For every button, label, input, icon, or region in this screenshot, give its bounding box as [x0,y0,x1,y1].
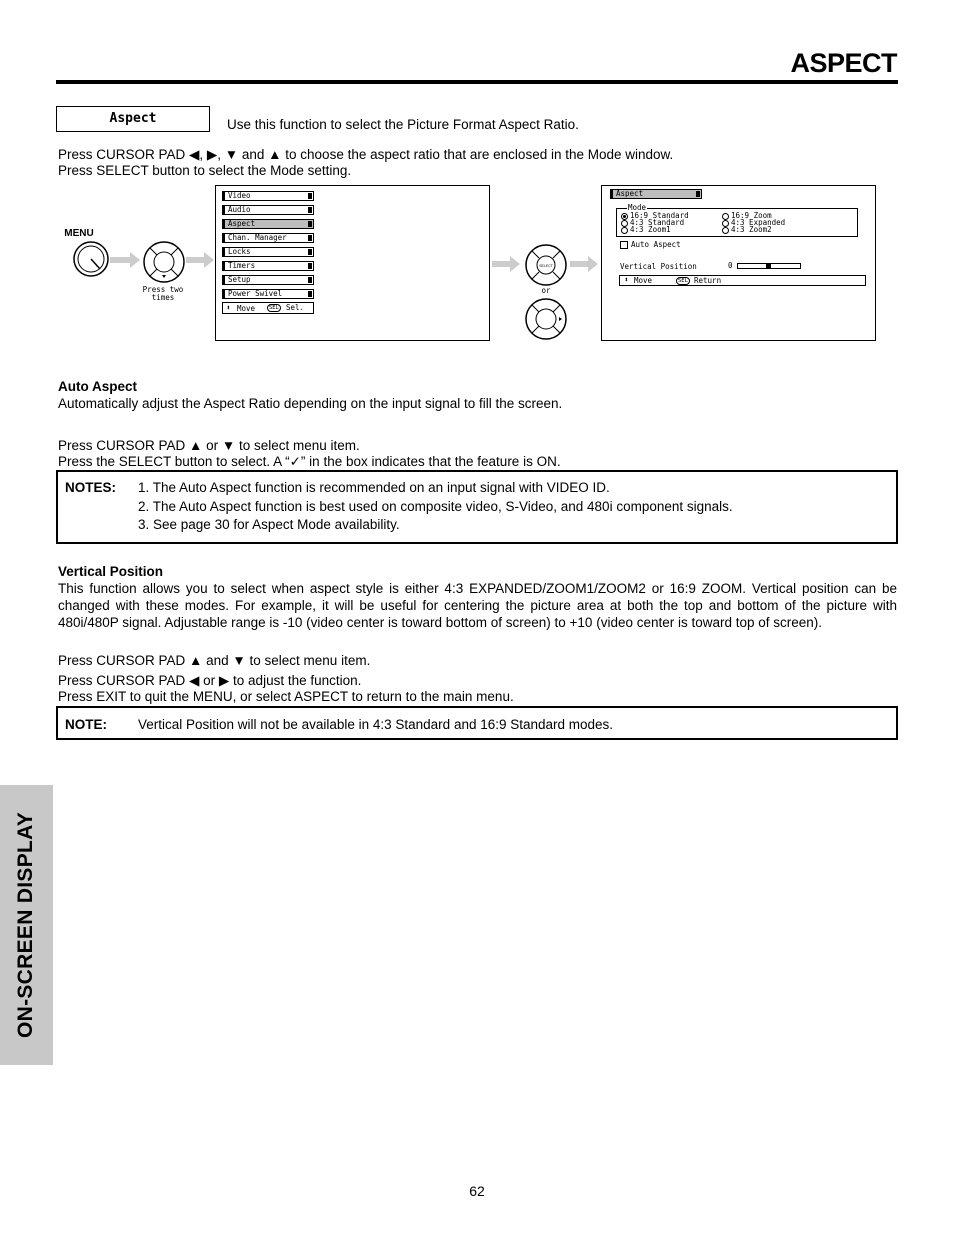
sel-badge: SEL [678,278,688,284]
auto-aspect-label: Auto Aspect [631,240,681,249]
mode-option-label: 16:9 Zoom [731,211,772,220]
mode-option-label: 16:9 Standard [630,211,689,220]
mode-option[interactable] [621,226,671,234]
auto-aspect-line-1: Press CURSOR PAD ▲ or ▼ to select menu item. [58,438,360,453]
aspect-menu-screen [601,185,876,341]
main-menu-footer [222,302,314,314]
aspect-menu-header [610,189,702,199]
or-label: or [541,286,551,295]
note-text: Vertical Position will not be available in 4:3 Standard and 16:9 Standard modes. [138,717,614,732]
side-tab-label: ON-SCREEN DISPLAY [14,811,37,1039]
main-menu-screen [215,185,490,341]
press-two-times-label: Press two times [142,285,184,302]
auto-aspect-line-2: Press the SELECT button to select. A “✓” in the box indicates that the feature is ON. [58,454,561,469]
menu-label: MENU [64,228,94,239]
menu-item[interactable]: Locks [222,247,314,257]
move-arrows-icon: ⬍ [226,303,231,312]
vertical-position-label: Vertical Position [620,262,697,271]
section-side-tab [0,785,53,1065]
cursor-pad-icon [142,240,186,284]
aspect-header-label: Aspect [616,189,644,198]
menu-item[interactable]: Aspect [222,219,314,229]
arrow-right-icon [186,250,216,270]
menu-button-group [58,228,108,284]
radio-icon[interactable] [621,227,628,234]
instruction-line-2: Press SELECT button to select the Mode setting. [58,163,352,178]
mode-option-label: 4:3 Zoom1 [630,225,671,234]
sel-badge: SEL [269,305,279,311]
menu-item[interactable]: Power Swivel [222,289,314,299]
arrow-right-icon [570,254,600,274]
mode-option[interactable] [722,226,772,234]
vertical-position-line-2: Press CURSOR PAD ◀ or ▶ to adjust the function. [58,673,362,688]
menu-item[interactable]: Timers [222,261,314,271]
function-label-box: Aspect [56,106,210,132]
select-pad-icon [524,243,568,287]
vertical-position-value: 0 [728,261,733,270]
move-arrows-icon: ⬍ [624,275,629,284]
vertical-position-line-1: Press CURSOR PAD ▲ and ▼ to select menu item. [58,653,371,668]
auto-aspect-checkbox[interactable] [620,241,628,249]
note-box [56,706,898,740]
intro-text: Use this function to select the Picture Format Aspect Ratio. [227,117,579,132]
auto-aspect-body: Automatically adjust the Aspect Ratio depending on the input signal to fill the screen. [58,396,563,411]
vertical-position-heading: Vertical Position [58,564,164,579]
footer-move-label: Move [237,304,256,313]
note-item-3: 3. See page 30 for Aspect Mode availability. [138,517,400,532]
footer-move-label: Move [634,276,653,285]
instruction-line-1: Press CURSOR PAD ◀, ▶, ▼ and ▲ to choose the aspect ratio that are enclosed in the Mode window. [58,147,674,162]
page-number: 62 [469,1183,485,1199]
menu-button-icon [72,239,112,279]
arrow-right-icon [492,254,522,274]
slider-knob[interactable] [766,264,771,268]
mode-option-label: 4:3 Expanded [731,218,786,227]
menu-item[interactable]: Chan. Manager [222,233,314,243]
menu-item[interactable]: Video [222,191,314,201]
header-arrow-icon [696,191,700,197]
auto-aspect-heading: Auto Aspect [58,379,138,394]
note-label: NOTE: [65,717,107,732]
title-rule [56,80,898,84]
notes-label: NOTES: [65,480,117,495]
radio-icon[interactable] [722,227,729,234]
footer-return-label: Return [694,276,722,285]
note-item-1: 1. The Auto Aspect function is recommended on an input signal with VIDEO ID. [138,480,610,495]
aspect-menu-footer [619,275,866,286]
vertical-position-slider[interactable] [737,263,801,269]
vertical-position-line-3: Press EXIT to quit the MENU, or select ASPECT to return to the main menu. [58,689,514,704]
note-item-2: 2. The Auto Aspect function is best used on composite video, S-Video, and 480i component signals. [138,499,733,514]
vertical-position-body: This function allows you to select when aspect style is either 4:3 EXPANDED/ZOOM1/ZOOM2 or 16:9 ZOOM. Vertical position can be changed with these modes. For example, it will be useful for centering the picture area at both the top and bottom of the picture with 480i/480P signal. Adjustable range is -10 (video center is toward bottom of screen) to +10 (video center is toward top of screen). [58,581,897,630]
mode-window [616,203,858,237]
page-title: ASPECT [790,48,897,78]
mode-label: Mode [628,203,647,212]
menu-item[interactable]: Setup [222,275,314,285]
notes-box [56,470,898,544]
menu-item[interactable]: Audio [222,205,314,215]
arrow-right-icon [110,250,142,270]
mode-option-label: 4:3 Zoom2 [731,225,772,234]
auto-aspect-option[interactable] [620,241,681,249]
cursor-pad-right-icon [524,297,568,341]
select-text: SELECT [539,264,553,268]
footer-sel-label: Sel. [286,303,305,312]
mode-option-label: 4:3 Standard [630,218,685,227]
